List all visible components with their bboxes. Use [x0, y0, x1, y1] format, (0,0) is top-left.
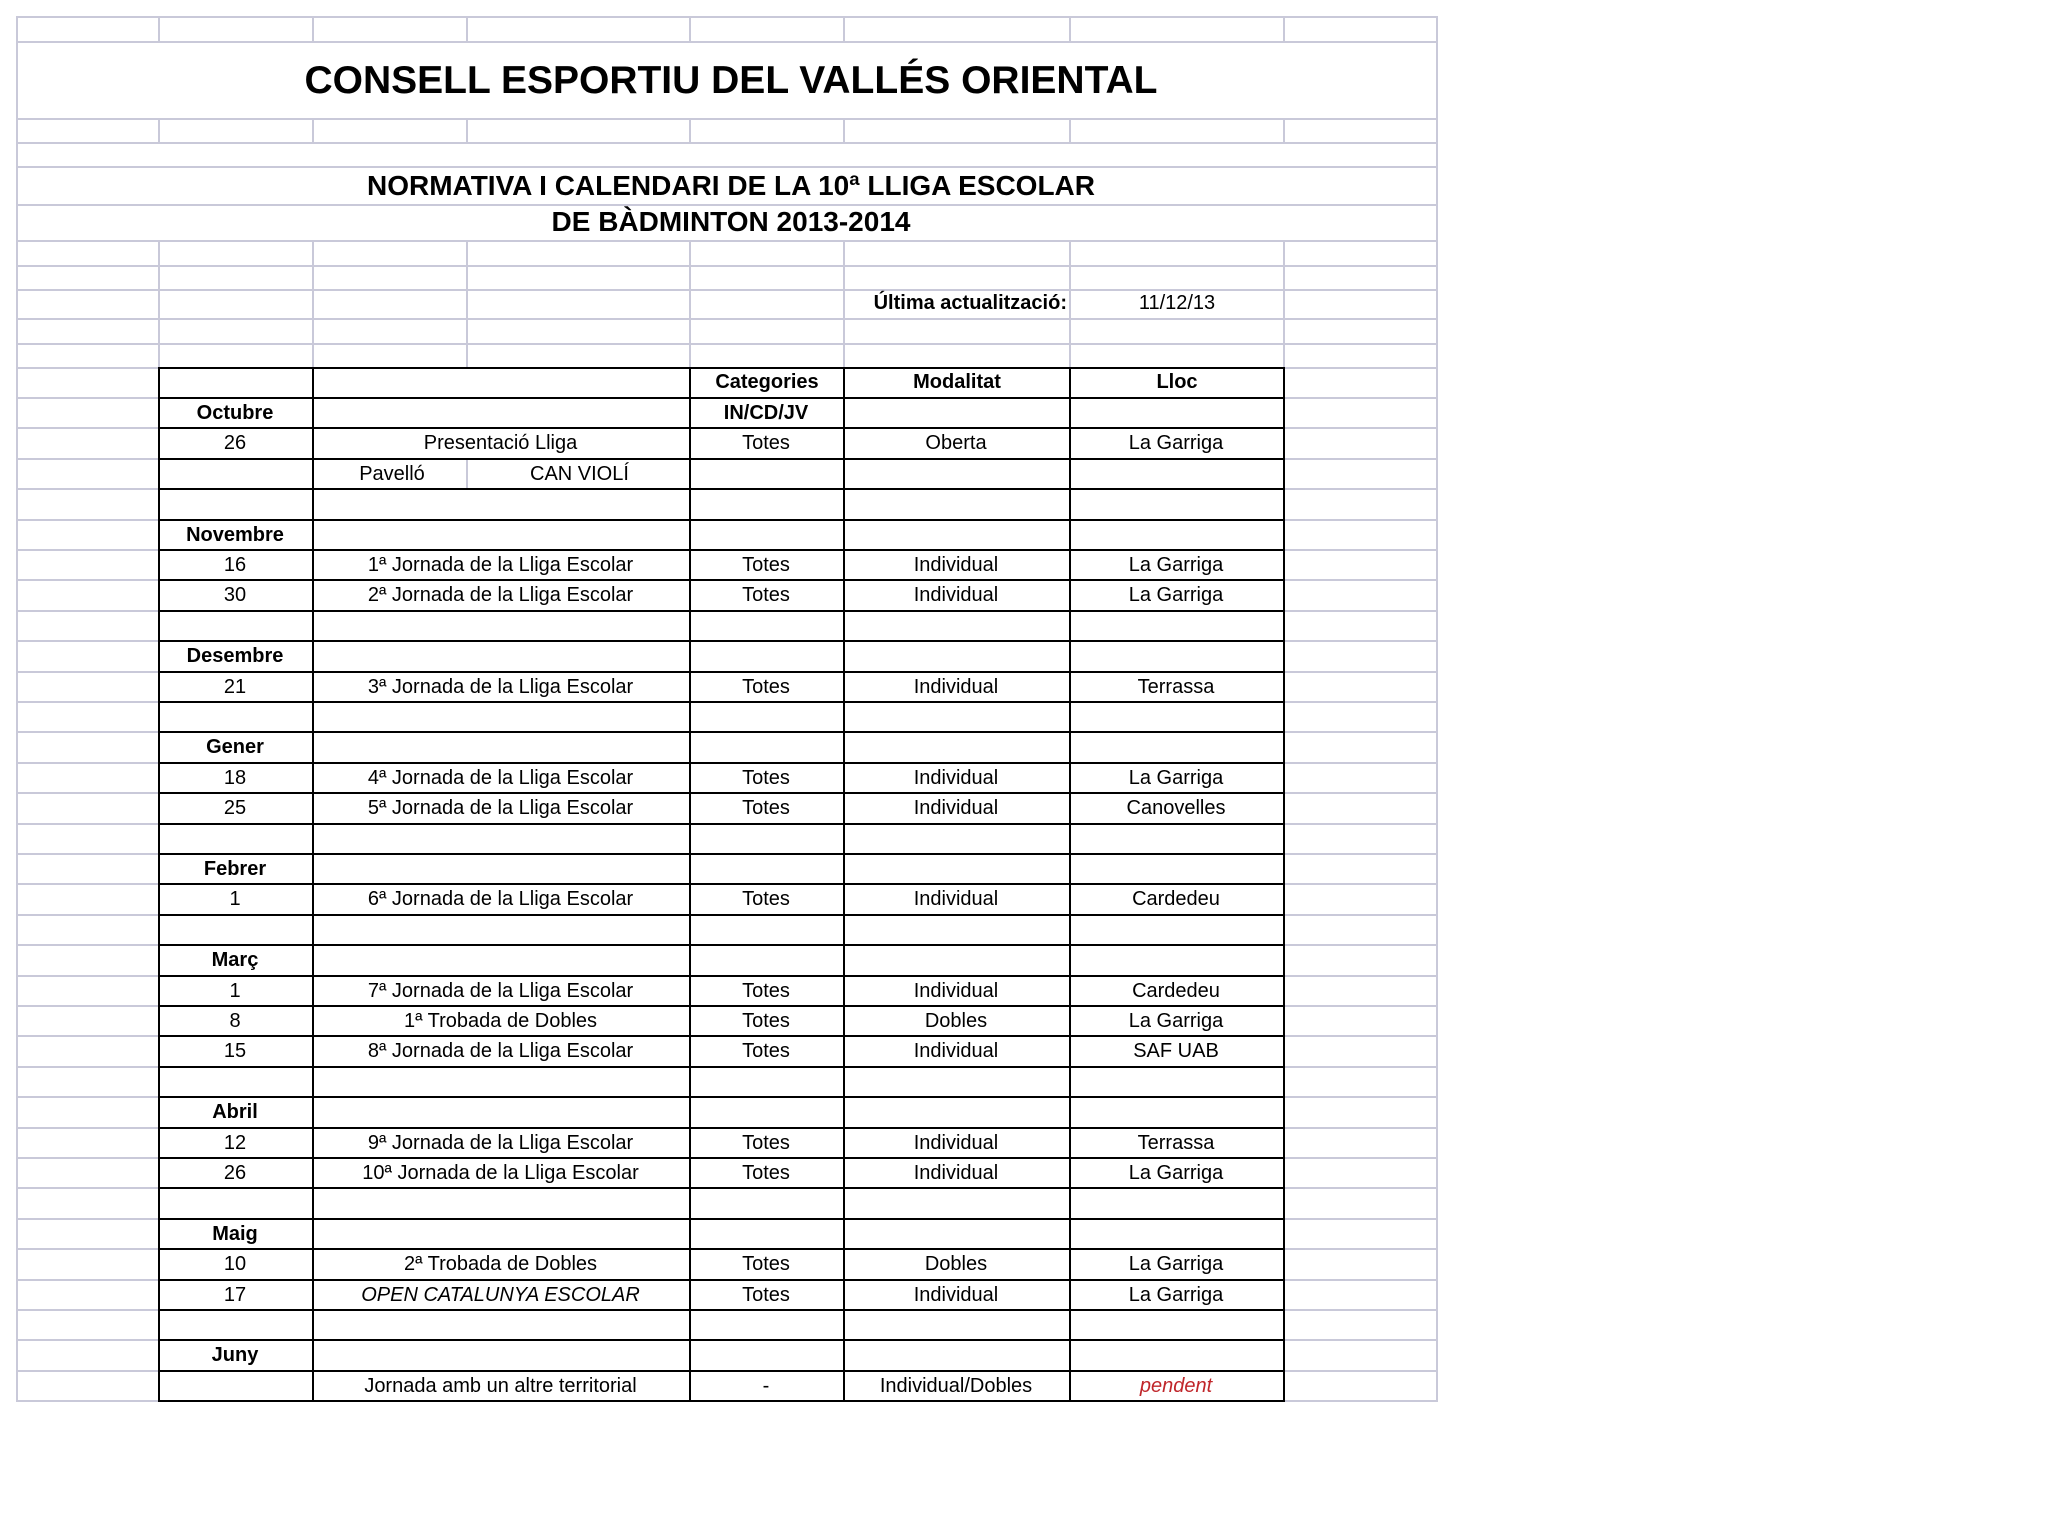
gridline [689, 240, 691, 367]
subtitle-line-1: NORMATIVA I CALENDARI DE LA 10ª LLIGA ESCOLAR [367, 170, 1095, 201]
lloc-cell: La Garriga [1128, 584, 1224, 606]
day-cell: 12 [223, 1131, 247, 1154]
categories-cell: IN/CD/JV [723, 401, 809, 424]
modalitat-cell: Individual [913, 584, 999, 606]
event-cell: 9ª Jornada de la Lliga Escolar [367, 1131, 634, 1154]
gridline [1283, 1005, 1436, 1007]
gridline [16, 731, 158, 733]
day-cell: 26 [223, 1161, 247, 1184]
event-cell: 10ª Jornada de la Lliga Escolar [362, 1161, 639, 1184]
day-cell: 15 [223, 1040, 247, 1062]
column-header-lloc: Lloc [1156, 370, 1198, 393]
table-border [158, 579, 1285, 581]
gridline [1283, 427, 1436, 429]
gridline [16, 1066, 158, 1068]
gridline [689, 16, 691, 41]
gridline [16, 914, 158, 916]
gridline [16, 549, 158, 551]
table-border [158, 1035, 1285, 1037]
gridline [1283, 1035, 1436, 1037]
table-border [158, 458, 1285, 460]
month-label: Gener [206, 736, 264, 758]
gridline [1283, 1096, 1436, 1098]
table-border [1283, 367, 1285, 1402]
table-border [158, 610, 1285, 612]
gridline [16, 1035, 158, 1037]
table-border [158, 1339, 1285, 1341]
gridline [16, 1096, 158, 1098]
month-label: Abril [212, 1101, 258, 1123]
last-update-value: 11/12/13 [1138, 291, 1216, 314]
gridline [1283, 1309, 1436, 1311]
categories-cell: Totes [742, 1040, 790, 1062]
gridline [16, 519, 158, 521]
table-border [689, 367, 691, 1402]
day-cell: 8 [229, 1009, 241, 1032]
table-border [158, 427, 1285, 429]
document-title: CONSELL ESPORTIU DEL VALLÉS ORIENTAL [304, 59, 1158, 102]
gridline [16, 1309, 158, 1311]
categories-cell: Totes [742, 888, 790, 910]
month-label: Març [211, 949, 259, 971]
gridline [158, 240, 160, 367]
gridline [16, 488, 158, 490]
gridline [16, 427, 158, 429]
modalitat-cell: Dobles [924, 1009, 988, 1032]
categories-cell: Totes [742, 1131, 790, 1154]
lloc-cell: La Garriga [1128, 1161, 1224, 1184]
table-border [158, 640, 1285, 642]
gridline [16, 265, 1436, 267]
table-border [158, 549, 1285, 551]
table-border [158, 519, 1285, 521]
gridline [312, 240, 314, 367]
table-border [158, 1279, 1285, 1281]
categories-cell: Totes [742, 584, 790, 606]
gridline [1283, 610, 1436, 612]
gridline [16, 1127, 158, 1129]
day-cell: 1 [229, 888, 241, 910]
gridline [16, 16, 1436, 18]
gridline [1283, 240, 1285, 367]
modalitat-cell: Individual [913, 1283, 999, 1306]
gridline [1283, 16, 1285, 41]
gridline [16, 367, 18, 1402]
gridline [16, 1400, 158, 1402]
gridline [16, 671, 158, 673]
table-border [158, 701, 1285, 703]
lloc-cell: La Garriga [1128, 1283, 1224, 1306]
gridline [16, 853, 158, 855]
gridline [1283, 1370, 1436, 1372]
categories-cell: Totes [742, 1161, 790, 1184]
day-cell: 26 [223, 432, 247, 454]
table-border [158, 731, 1285, 733]
event-cell: 5ª Jornada de la Lliga Escolar [367, 797, 634, 819]
gridline [16, 1187, 158, 1189]
categories-cell: Totes [742, 1253, 790, 1275]
event-cell: Presentació Lliga [423, 432, 578, 454]
gridline [1436, 118, 1438, 142]
modalitat-cell: Individual [913, 1161, 999, 1184]
lloc-cell: La Garriga [1128, 432, 1224, 454]
gridline [1283, 792, 1436, 794]
gridline [16, 1339, 158, 1341]
gridline [1283, 701, 1436, 703]
gridline [16, 1218, 158, 1220]
gridline [16, 240, 18, 367]
gridline [1283, 1279, 1436, 1281]
gridline [1283, 1248, 1436, 1250]
venue-name: CAN VIOLÍ [530, 462, 629, 485]
gridline [16, 1157, 158, 1159]
gridline [689, 118, 691, 142]
day-cell: 21 [223, 675, 247, 698]
gridline [1283, 975, 1436, 977]
table-border [158, 1187, 1285, 1189]
categories-cell: Totes [742, 553, 790, 576]
gridline [1436, 367, 1438, 1402]
gridline [1436, 240, 1438, 367]
gridline [843, 118, 845, 142]
gridline [16, 579, 158, 581]
table-border [158, 975, 1285, 977]
table-border [312, 367, 314, 1402]
gridline [16, 975, 158, 977]
gridline [16, 318, 1436, 320]
table-border [158, 1400, 1285, 1402]
gridline [1283, 579, 1436, 581]
day-cell: 1 [229, 979, 241, 1002]
lloc-cell: Cardedeu [1132, 888, 1220, 910]
gridline [16, 458, 158, 460]
categories-cell: Totes [742, 979, 790, 1002]
modalitat-cell: Individual [913, 675, 999, 698]
modalitat-cell: Dobles [924, 1253, 988, 1275]
gridline [16, 240, 1436, 242]
month-label: Febrer [203, 857, 267, 880]
categories-cell: Totes [742, 766, 790, 789]
gridline [1283, 549, 1436, 551]
gridline [16, 343, 1436, 345]
table-border [843, 367, 845, 1402]
gridline [1069, 16, 1071, 41]
modalitat-cell: Oberta [925, 432, 987, 454]
gridline [16, 610, 158, 612]
gridline [1283, 1218, 1436, 1220]
month-label: Maig [212, 1222, 258, 1245]
gridline [1283, 1339, 1436, 1341]
lloc-cell: Cardedeu [1132, 979, 1220, 1002]
table-border [158, 883, 1285, 885]
day-cell: 25 [223, 797, 247, 819]
gridline [1283, 883, 1436, 885]
table-border [158, 1005, 1285, 1007]
modalitat-cell: Individual [913, 1131, 999, 1154]
table-border [158, 792, 1285, 794]
gridline [1283, 118, 1285, 142]
table-border [158, 367, 160, 1402]
lloc-cell: pendent [1139, 1374, 1213, 1397]
lloc-cell: Canovelles [1126, 797, 1226, 819]
modalitat-cell: Individual [913, 797, 999, 819]
lloc-cell: La Garriga [1128, 1009, 1224, 1032]
gridline [1283, 914, 1436, 916]
day-cell: 18 [223, 766, 247, 789]
gridline [1283, 944, 1436, 946]
lloc-cell: SAF UAB [1133, 1040, 1219, 1062]
categories-cell: Totes [742, 1009, 790, 1032]
gridline [1283, 1187, 1436, 1189]
table-border [158, 853, 1285, 855]
table-border [1069, 367, 1071, 1402]
gridline [1283, 853, 1436, 855]
gridline [16, 792, 158, 794]
table-border [158, 914, 1285, 916]
gridline [1283, 397, 1436, 399]
gridline [1283, 488, 1436, 490]
gridline [158, 16, 160, 41]
event-cell: OPEN CATALUNYA ESCOLAR [361, 1283, 640, 1306]
gridline [1283, 671, 1436, 673]
month-label: Juny [211, 1344, 259, 1366]
event-cell: 4ª Jornada de la Lliga Escolar [367, 766, 634, 789]
day-cell: 10 [223, 1253, 247, 1275]
event-cell: 3ª Jornada de la Lliga Escolar [367, 675, 634, 698]
gridline [16, 883, 158, 885]
gridline [16, 762, 158, 764]
event-cell: Jornada amb un altre territorial [364, 1374, 637, 1397]
gridline [16, 1005, 158, 1007]
day-cell: 30 [223, 584, 247, 606]
gridline [466, 16, 468, 41]
gridline [1283, 823, 1436, 825]
table-border [158, 488, 1285, 490]
event-cell: 1ª Jornada de la Lliga Escolar [367, 553, 634, 576]
categories-cell: Totes [742, 797, 790, 819]
categories-cell: Totes [742, 1283, 790, 1306]
gridline [312, 16, 314, 41]
categories-cell: Totes [742, 432, 790, 454]
event-cell: 8ª Jornada de la Lliga Escolar [367, 1040, 634, 1062]
event-cell: 2ª Jornada de la Lliga Escolar [367, 584, 634, 606]
gridline [1069, 118, 1071, 142]
table-border [158, 823, 1285, 825]
event-cell: 1ª Trobada de Dobles [403, 1009, 598, 1032]
lloc-cell: Terrassa [1137, 1131, 1215, 1154]
modalitat-cell: Individual [913, 888, 999, 910]
gridline [16, 701, 158, 703]
lloc-cell: La Garriga [1128, 766, 1224, 789]
table-border [158, 671, 1285, 673]
modalitat-cell: Individual [913, 1040, 999, 1062]
gridline [16, 16, 18, 41]
gridline [1283, 519, 1436, 521]
gridline [1283, 640, 1436, 642]
event-cell: 6ª Jornada de la Lliga Escolar [367, 888, 634, 910]
gridline [1283, 1066, 1436, 1068]
gridline [1436, 16, 1438, 41]
gridline [16, 1248, 158, 1250]
gridline [843, 16, 845, 41]
gridline [16, 640, 158, 642]
gridline [1283, 1400, 1436, 1402]
month-label: Octubre [196, 401, 274, 424]
table-border [158, 944, 1285, 946]
gridline [1283, 1127, 1436, 1129]
gridline [16, 397, 158, 399]
table-border [158, 1096, 1285, 1098]
gridline [16, 823, 158, 825]
gridline [16, 944, 158, 946]
gridline [16, 142, 1436, 144]
lloc-cell: La Garriga [1128, 553, 1224, 576]
table-border [158, 1309, 1285, 1311]
gridline [1283, 762, 1436, 764]
column-header-categories: Categories [715, 370, 819, 393]
table-border [158, 1370, 1285, 1372]
table-border [158, 397, 1285, 399]
table-border [158, 1248, 1285, 1250]
table-border [158, 1218, 1285, 1220]
gridline [1283, 731, 1436, 733]
modalitat-cell: Individual/Dobles [879, 1374, 1033, 1397]
column-header-modalitat: Modalitat [913, 370, 1001, 393]
categories-cell: - [762, 1374, 770, 1397]
gridline [1283, 458, 1436, 460]
lloc-cell: Terrassa [1137, 675, 1215, 698]
modalitat-cell: Individual [913, 979, 999, 1002]
subtitle-line-2: DE BÀDMINTON 2013-2014 [551, 206, 911, 237]
venue-label: Pavelló [359, 462, 425, 485]
table-border [158, 367, 1285, 369]
table-border [158, 762, 1285, 764]
gridline [158, 118, 160, 142]
table-border [158, 1066, 1285, 1068]
day-cell: 17 [223, 1283, 247, 1306]
gridline [16, 1370, 158, 1372]
last-update-label: Última actualització: [873, 291, 1067, 314]
gridline [466, 118, 468, 142]
gridline [1283, 1157, 1436, 1159]
event-cell: 7ª Jornada de la Lliga Escolar [367, 979, 634, 1002]
categories-cell: Totes [742, 675, 790, 698]
modalitat-cell: Individual [913, 766, 999, 789]
gridline [312, 118, 314, 142]
gridline [466, 240, 468, 367]
gridline [16, 118, 18, 142]
gridline [16, 1279, 158, 1281]
month-label: Novembre [186, 523, 284, 546]
lloc-cell: La Garriga [1128, 1253, 1224, 1275]
modalitat-cell: Individual [913, 553, 999, 576]
month-label: Desembre [186, 645, 284, 667]
event-cell: 2ª Trobada de Dobles [403, 1253, 598, 1275]
table-border [158, 1157, 1285, 1159]
table-border [158, 1127, 1285, 1129]
day-cell: 16 [223, 553, 247, 576]
